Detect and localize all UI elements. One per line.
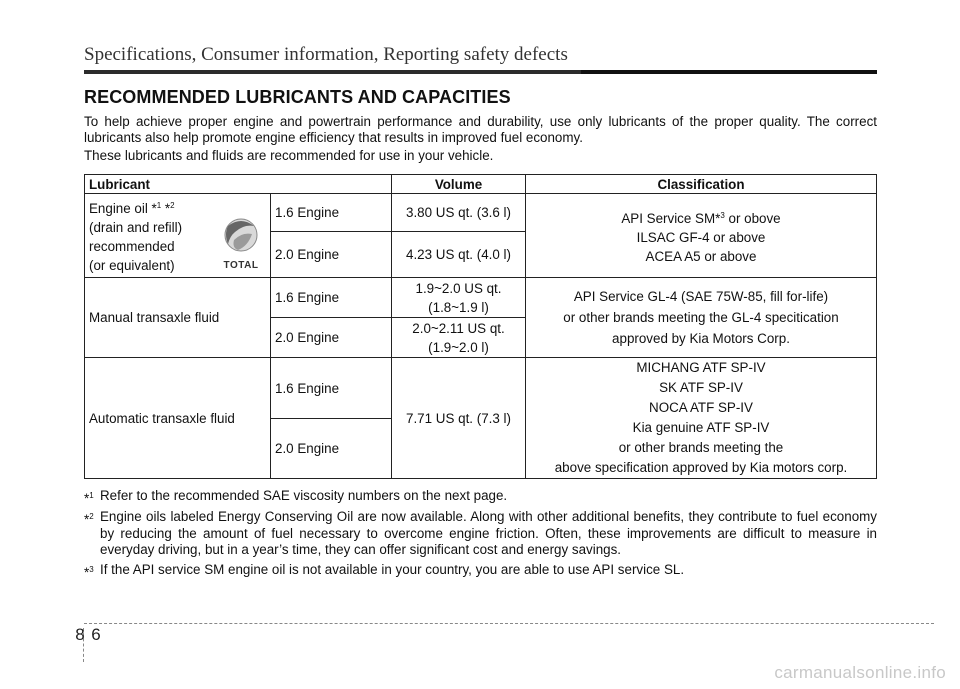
- section-title: RECOMMENDED LUBRICANTS AND CAPACITIES: [84, 87, 511, 107]
- manual-transaxle-label: Manual transaxle fluid: [85, 278, 271, 358]
- automatic-classification: MICHANG ATF SP-IV SK ATF SP-IV NOCA ATF SP-IV Kia genuine ATF SP-IV or other brands meeting the above specification approved by Kia motors corp.: [526, 358, 877, 479]
- engine-oil-volume-2: 4.23 US qt. (4.0 l): [392, 232, 526, 278]
- header-rule: [84, 70, 877, 74]
- automatic-transaxle-label: Automatic transaxle fluid: [85, 358, 271, 479]
- footnote-1: *$^1$ Refer to the recommended SAE viscosity numbers on the next page.: [84, 488, 508, 506]
- footer-dashed-rule: [84, 623, 934, 624]
- header-classification: Classification: [526, 175, 877, 194]
- automatic-engine-2: 2.0 Engine: [271, 419, 392, 479]
- manual-volume-1: 1.9~2.0 US qt. (1.8~1.9 l): [392, 278, 526, 318]
- manual-engine-2: 2.0 Engine: [271, 318, 392, 358]
- engine-oil-volume-1: 3.80 US qt. (3.6 l): [392, 194, 526, 232]
- header-volume: Volume: [392, 175, 526, 194]
- manual-engine-1: 1.6 Engine: [271, 278, 392, 318]
- watermark: carmanualsonline.info: [774, 663, 946, 682]
- manual-classification: API Service GL-4 (SAE 75W-85, fill for-life) or other brands meeting the GL-4 specitication approved by Kia Motors Corp.: [526, 278, 877, 358]
- intro-paragraph-1: To help achieve proper engine and powertrain performance and durability, use only lubricants of the proper quality. The correct lubricants also help promote engine efficiency that results in improved fuel economy.: [84, 114, 877, 145]
- manual-volume-2: 2.0~2.11 US qt. (1.9~2.0 l): [392, 318, 526, 358]
- page-number: 8 6: [75, 625, 101, 644]
- automatic-volume: 7.71 US qt. (7.3 l): [392, 358, 526, 479]
- footnote-2: *$^2$ Engine oils labeled Energy Conserving Oil are now available. Along with other additional benefits, they contribute to fuel economy by reducing the amount of fuel necessary to overcome engine friction. Often, these improvements are difficult to measure in everyday driving, but in a year’s time, they can offer significant cost and energy savings.: [84, 509, 877, 557]
- engine-oil-classification: API Service SM*$^3$ or obove ILSAC GF-4 or above ACEA A5 or above: [526, 194, 877, 278]
- page-header-title: Specifications, Consumer information, Reporting safety defects: [84, 44, 568, 65]
- total-logo-icon: [218, 214, 264, 272]
- svg-text:TOTAL: TOTAL: [223, 260, 259, 271]
- engine-oil-engine-1: 1.6 Engine: [271, 194, 392, 232]
- automatic-engine-1: 1.6 Engine: [271, 358, 392, 419]
- engine-oil-engine-2: 2.0 Engine: [271, 232, 392, 278]
- header-lubricant: Lubricant: [85, 175, 392, 194]
- footnote-3: *$^3$ If the API service SM engine oil is not available in your country, you are able to use API service SL.: [84, 562, 685, 580]
- engine-oil-label: Engine oil *$^1$ *$^2$ (drain and refill) recommended (or equivalent) TOTAL: [85, 194, 271, 278]
- lubricants-table: [84, 174, 877, 479]
- intro-paragraph-2: These lubricants and fluids are recommended for use in your vehicle.: [84, 148, 494, 163]
